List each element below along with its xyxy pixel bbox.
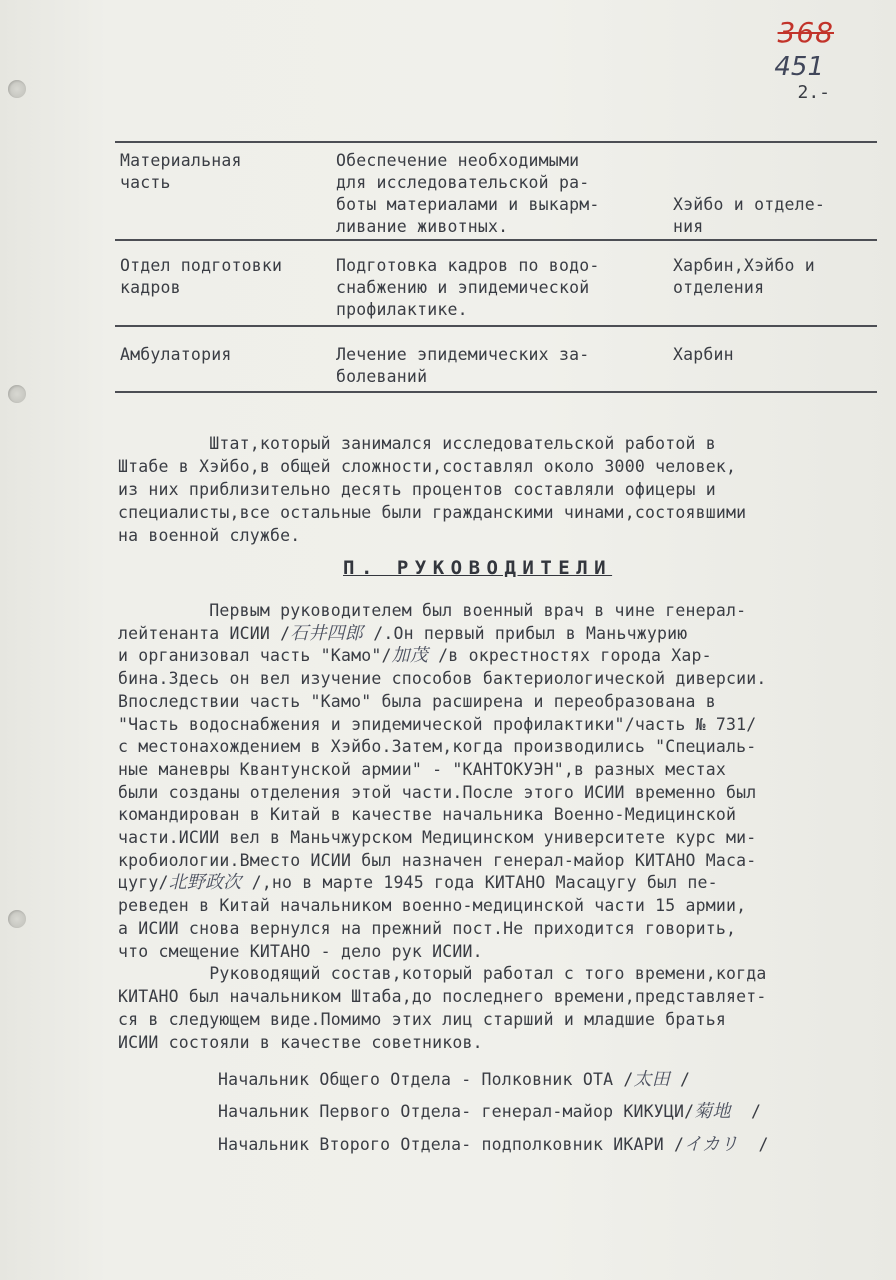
punch-hole — [8, 80, 26, 98]
staff-text: Начальник Второго Отдела- подполковник ИКАРИ / — [218, 1135, 685, 1154]
text-line: Первым руководителем был военный врач в чине генерал- — [118, 601, 747, 620]
table-cell: Материальная часть — [120, 151, 242, 192]
table-rule — [115, 391, 877, 393]
text-line: командирован в Китай в качестве начальника Военно-Медицинской — [118, 805, 737, 825]
text-line: цугу/ — [118, 873, 169, 893]
text-line: ные маневры Квантунской армии" - "КАНТОКУЭН",в разных местах — [118, 759, 727, 779]
table-cell: Хэйбо и отделе- ния — [673, 195, 826, 236]
handwritten-name: イカリ — [684, 1134, 739, 1155]
text-line: кробиологии.Вместо ИСИИ был назначен генерал-майор КИТАНО Масa- — [118, 850, 757, 870]
handwritten-name: 石井四郎 — [290, 622, 364, 644]
table-cell: Амбулатория — [120, 345, 232, 364]
crossed-page-number: 368 — [777, 16, 834, 49]
punch-hole — [8, 910, 26, 928]
typed-page-number: 2.- — [797, 82, 830, 103]
table-cell: Обеспечение необходимыми для исследовательской ра- боты материалами и выкарм- ливание животных. — [336, 151, 600, 236]
text-line: Впоследствии часть "Камо" была расширена и переобразована в — [118, 691, 716, 711]
text-line: реведен в Китай начальником военно-медицинской части 15 армии, — [118, 896, 747, 916]
table-cell: Харбин,Хэйбо и отделения — [673, 256, 815, 297]
handwritten-name: 太田 — [633, 1069, 670, 1090]
handwritten-page-number: 451 — [774, 52, 824, 82]
text-line: /,но в марте 1945 года КИТАНО Масацугу был пе- — [241, 873, 718, 893]
table-rule — [115, 239, 877, 241]
text-line: а ИСИИ снова вернулся на прежний пост.Не приходится говорить, — [118, 918, 737, 938]
staff-line — [218, 1068, 690, 1092]
text-line: бина.Здесь он вел изучение способов бактериологической диверсии. — [118, 669, 767, 689]
staff-text: Начальник Первого Отдела- генерал-майор КИКУЦИ/ — [218, 1102, 695, 1121]
paragraph: Руководящий состав,который работал с того времени,когда КИТАНО был начальником Штаба,до последнего времени,представляет- ся в следующем виде.Помимо этих лиц старший и младшие братья ИСИИ состояли в качестве советников. — [118, 964, 767, 1052]
staff-text: / — [738, 1135, 769, 1154]
text-line: были созданы отделения этой части.После этого ИСИИ временно был — [118, 782, 757, 802]
paragraph: Штат,который занимался исследовательской работой в Штабе в Хэйбо,в общей сложности,составлял около 3000 человек, из них приблизительно десять процентов составляли офицеры и специалисты,все остальные были гражданскими чинами,состоявшими на военной службе. — [118, 434, 747, 545]
text-line: "Часть водоснабжения и эпидемической профилактики"/часть № 731/ — [118, 714, 757, 734]
paragraph — [118, 600, 767, 963]
table-cell: Подготовка кадров по водо- снабжению и эпидемической профилактике. — [336, 256, 600, 319]
handwritten-name: 加茂 — [391, 645, 429, 667]
text-line: и организовал часть "Камо"/ — [118, 646, 392, 666]
text-line: что смещение КИТАНО - дело рук ИСИИ. — [118, 941, 483, 961]
staff-line — [218, 1100, 761, 1124]
table-cell: Лечение эпидемических за- болеваний — [336, 345, 590, 386]
text-line: /в окрестностях города Хар- — [428, 646, 712, 666]
staff-text: Начальник Общего Отдела - Полковник ОТА / — [218, 1070, 634, 1089]
table-cell: Отдел подготовки кадров — [120, 256, 283, 297]
staff-line — [218, 1133, 769, 1157]
staff-text: / — [730, 1102, 762, 1121]
table-rule — [115, 141, 877, 143]
text-line: /.Он первый прибыл в Маньчжурию — [363, 623, 688, 643]
staff-text: / — [669, 1070, 691, 1089]
handwritten-name: 菊地 — [694, 1101, 731, 1122]
handwritten-name: 北野政次 — [168, 872, 242, 894]
table-rule — [115, 325, 877, 327]
text-line: лейтенанта ИСИИ / — [118, 623, 291, 643]
table-cell: Харбин — [673, 345, 734, 364]
text-line: части.ИСИИ вел в Маньчжурском Медицинском университете курс ми- — [118, 828, 757, 848]
punch-hole — [8, 385, 26, 403]
text-line: с местонахождением в Хэйбо.Затем,когда производились "Специаль- — [118, 737, 757, 757]
section-heading: П. РУКОВОДИТЕЛИ — [343, 557, 613, 579]
